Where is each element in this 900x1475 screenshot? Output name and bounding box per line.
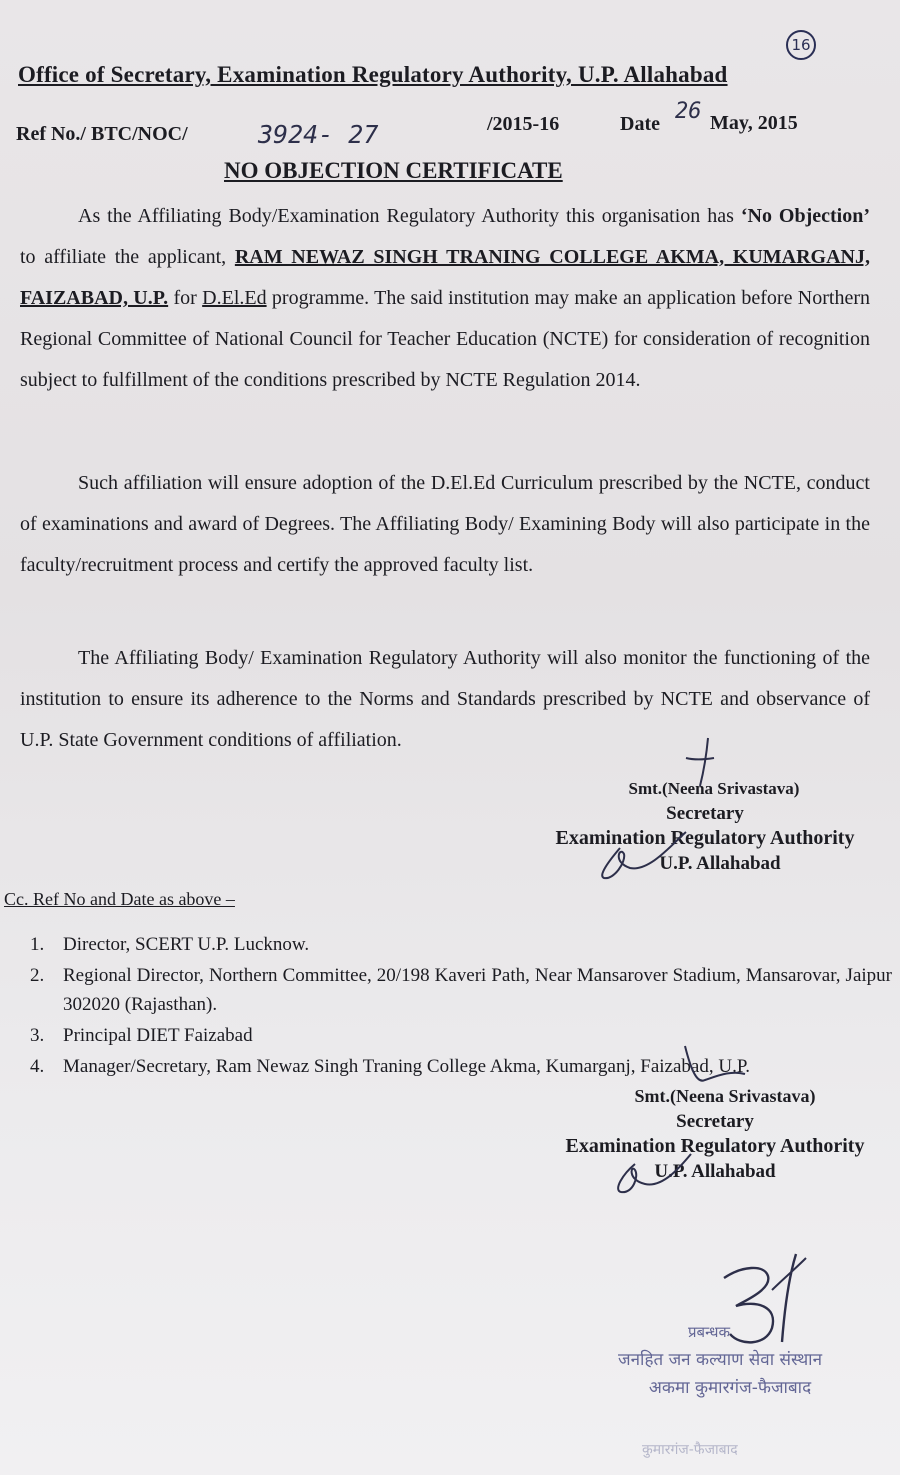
cc-item-1 xyxy=(30,930,892,959)
sig2-place: U.P. Allahabad xyxy=(654,1161,776,1182)
p1-text-b: to affiliate the applicant, xyxy=(20,246,235,268)
page-number-circle: 16 xyxy=(786,30,816,60)
cc-item-4 xyxy=(30,1052,892,1081)
ref-year: /2015-16 xyxy=(487,113,560,135)
stamp-line-1: प्रबन्धक xyxy=(688,1323,731,1341)
p1-programme: D.El.Ed xyxy=(202,287,267,309)
p3-text: The Affiliating Body/ Examination Regulatory Authority will also monitor the functioning of the institution to ensure its adherence to the Norms and Standards prescribed by NCTE and observance of U.P. State Government conditions of affiliation. xyxy=(20,647,870,751)
office-header: Office of Secretary, Examination Regulatory Authority, U.P. Allahabad xyxy=(18,62,728,87)
date-month-year: May, 2015 xyxy=(710,112,798,134)
sig2-designation: Secretary xyxy=(676,1111,754,1132)
paragraph-3 xyxy=(20,638,870,761)
ref-prefix: Ref No./ BTC/NOC/ xyxy=(16,123,188,145)
cc-item-num: 2. xyxy=(30,965,45,986)
cc-item-3 xyxy=(30,1021,892,1050)
cc-item-text: Principal DIET Faizabad xyxy=(63,1025,253,1046)
stamp-line-2: जनहित जन कल्याण सेवा संस्थान xyxy=(618,1350,823,1370)
sig1-office: Examination Regulatory Authority xyxy=(555,827,855,849)
sig2-name: Smt.(Neena Srivastava) xyxy=(634,1086,816,1106)
paragraph-1 xyxy=(20,196,870,401)
cc-heading: Cc. Ref No and Date as above – xyxy=(4,889,235,909)
stamp-line-3: अकमा कुमारगंज-फैजाबाद xyxy=(648,1378,812,1398)
certificate-title: NO OBJECTION CERTIFICATE xyxy=(224,158,563,183)
sig1-name: Smt.(Neena Srivastava) xyxy=(628,779,800,798)
cc-list xyxy=(30,930,892,1081)
handwritten-signature-1 xyxy=(590,730,710,880)
sig1-place: U.P. Allahabad xyxy=(659,853,781,874)
p1-applicant-name: RAM NEWAZ SINGH TRANING COLLEGE AKMA, KUMARGANJ, FAIZABAD, U.P. xyxy=(20,246,870,309)
cc-item-text: Manager/Secretary, Ram Newaz Singh Traning College Akma, Kumarganj, Faizabad, U.P. xyxy=(63,1056,751,1077)
p1-text-c: for xyxy=(168,287,203,309)
paragraph-2 xyxy=(20,463,870,586)
cc-item-num: 3. xyxy=(30,1025,45,1046)
cc-item-num: 1. xyxy=(30,934,45,955)
cc-item-2 xyxy=(30,961,892,1019)
stamp-faded-line: कुमारगंज-फैजाबाद xyxy=(642,1442,738,1458)
institution-stamp xyxy=(618,1318,822,1402)
cc-item-text: Regional Director, Northern Committee, 20/198 Kaveri Path, Near Mansarover Stadium, Mansarovar, Jaipur 302020 (Rajasthan). xyxy=(63,965,892,1015)
date-label: Date xyxy=(620,113,660,135)
sig1-designation: Secretary xyxy=(666,803,744,824)
ref-number-handwritten: 3924- 27 xyxy=(258,120,379,149)
p1-no-objection: ‘No Objection’ xyxy=(740,205,871,227)
sig2-office: Examination Regulatory Authority xyxy=(565,1135,865,1157)
p1-text-d: programme. The said institution may make an application before Northern Regional Committee of National Council for Teacher Education (NCTE) for consideration of recognition subject to fulfillment of the conditions prescribed by NCTE Regulation 2014. xyxy=(20,287,871,391)
handwritten-signature-2 xyxy=(605,1040,755,1200)
p2-text: Such affiliation will ensure adoption of the D.El.Ed Curriculum prescribed by the NCTE, conduct of examinations and award of Degrees. The Affiliating Body/ Examining Body will also participate in the faculty/recruitment process and certify the approved faculty list. xyxy=(20,472,870,576)
date-day-handwritten: 26 xyxy=(675,99,702,124)
cc-item-text: Director, SCERT U.P. Lucknow. xyxy=(63,934,310,955)
cc-item-num: 4. xyxy=(30,1056,45,1077)
p1-text-a: As the Affiliating Body/Examination Regulatory Authority this organisation has xyxy=(78,205,741,227)
